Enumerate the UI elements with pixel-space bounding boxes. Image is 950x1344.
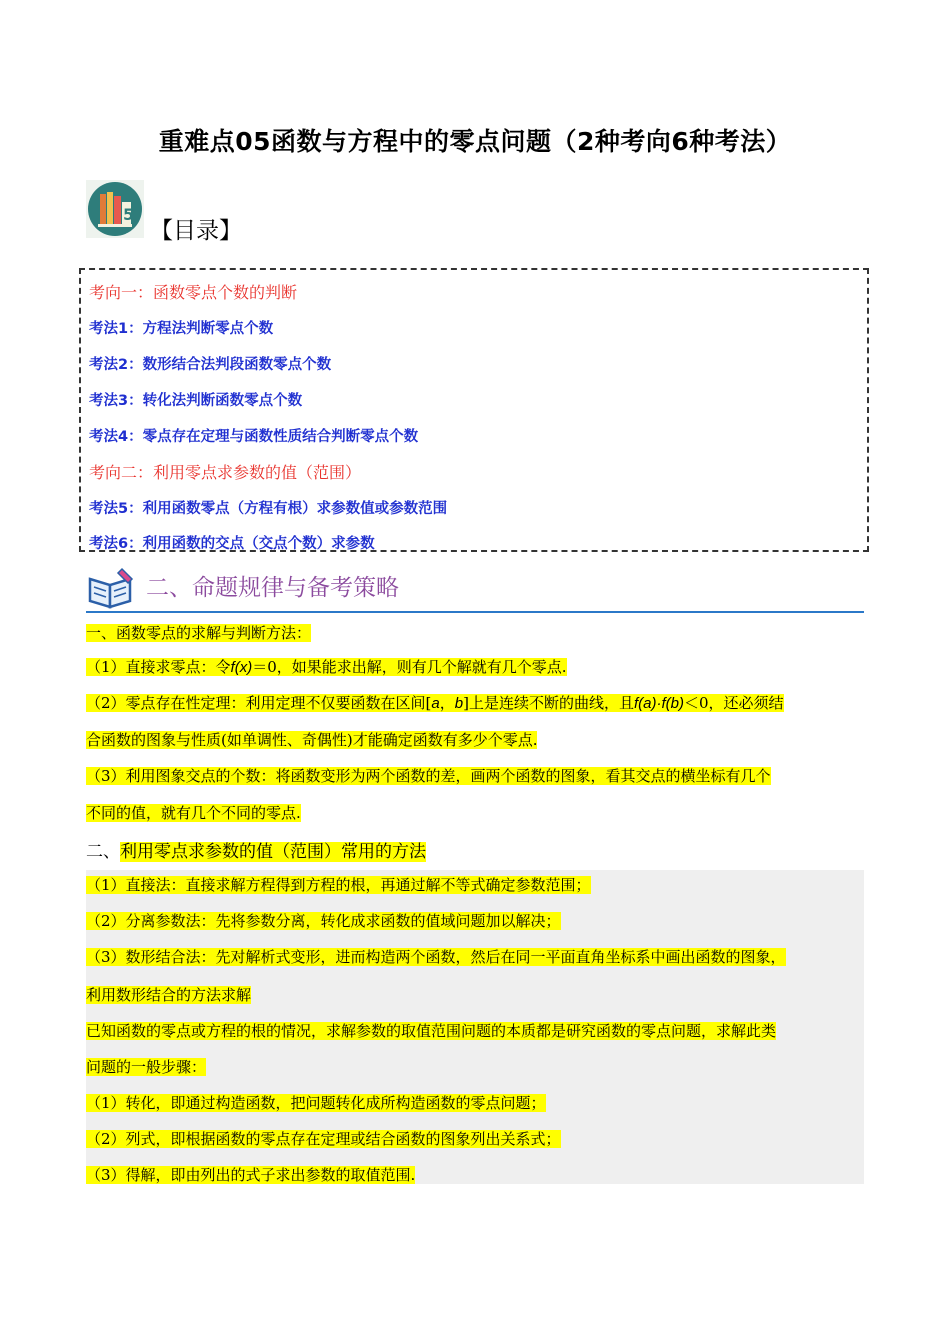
toc-direction-2[interactable]: 考向二：利用零点求参数的值（范围）: [89, 463, 362, 482]
section-title: 二、命题规律与备考策略: [146, 575, 399, 601]
page-title: 重难点05函数与方程中的零点问题（2种考向6种考法）: [158, 127, 792, 156]
toc-box: [79, 268, 869, 552]
toc-method-4[interactable]: 考法4：零点存在定理与函数性质结合判断零点个数: [89, 429, 419, 445]
method-direct: （1）直接法：直接求解方程得到方程的根，再通过解不等式确定参数范围；: [86, 876, 591, 894]
heading-parameter-methods: 二、利用零点求参数的值（范围）常用的方法: [86, 842, 426, 862]
general-note: 已知函数的零点或方程的根的情况，求解参数的取值范围问题的本质都是研究函数的零点问题，求解此类: [86, 1022, 777, 1040]
step-formulate: （2）列式，即根据函数的零点存在定理或结合函数的图象列出关系式；: [86, 1130, 561, 1148]
method-graphical-cont: 利用数形结合的方法求解: [86, 986, 252, 1004]
paragraph-existence-theorem: （2）零点存在性定理：利用定理不仅要函数在区间[a，b]上是连续不断的曲线，且f(a)·f(b)＜0，还必须结: [86, 694, 784, 712]
toc-method-3[interactable]: 考法3：转化法判断函数零点个数: [89, 393, 303, 409]
open-book-icon: [86, 565, 138, 609]
paragraph-existence-theorem-cont: 合函数的图象与性质(如单调性、奇偶性)才能确定函数有多少个零点.: [86, 731, 538, 749]
heading-zero-methods: 一、函数零点的求解与判断方法：: [86, 624, 312, 642]
toc-method-5[interactable]: 考法5：利用函数零点（方程有根）求参数值或参数范围: [89, 501, 448, 517]
general-note-cont: 问题的一般步骤：: [86, 1058, 207, 1076]
toc-heading: 【目录】: [150, 218, 242, 244]
paragraph-direct-zero: （1）直接求零点：令f(x)＝0，如果能求出解，则有几个解就有几个零点.: [86, 658, 567, 676]
toc-method-2[interactable]: 考法2：数形结合法判段函数零点个数: [89, 357, 332, 373]
step-transform: （1）转化，即通过构造函数，把问题转化成所构造函数的零点问题；: [86, 1094, 546, 1112]
books-icon: [86, 180, 144, 238]
paragraph-intersections-cont: 不同的值，就有几个不同的零点.: [86, 804, 301, 822]
section-header: [86, 565, 864, 615]
method-graphical: （3）数形结合法：先对解析式变形，进而构造两个函数，然后在同一平面直角坐标系中画出函数的图象，: [86, 948, 786, 966]
step-solve: （3）得解，即由列出的式子求出参数的取值范围.: [86, 1166, 416, 1184]
toc-method-6[interactable]: 考法6：利用函数的交点（交点个数）求参数: [89, 536, 375, 552]
section-rule: [86, 611, 864, 613]
toc-method-1[interactable]: 考法1：方程法判断零点个数: [89, 321, 274, 337]
paragraph-intersections: （3）利用图象交点的个数：将函数变形为两个函数的差，画两个函数的图象，看其交点的横坐标有几个: [86, 767, 771, 785]
method-separation: （2）分离参数法：先将参数分离，转化成求函数的值域问题加以解决；: [86, 912, 561, 930]
svg-text:5: 5: [123, 205, 135, 224]
toc-direction-1[interactable]: 考向一：函数零点个数的判断: [89, 283, 298, 302]
